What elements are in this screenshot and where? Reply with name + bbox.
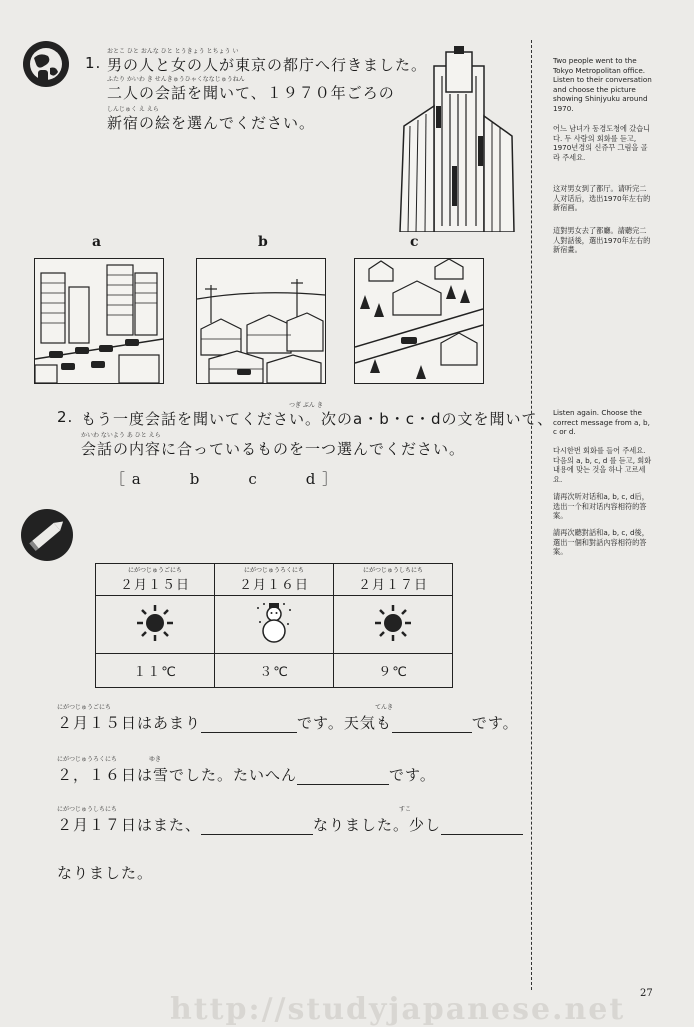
sidebar-q2-korean: 다시한번 회화를 들어 주세요. 다음의 a, b, c, d 를 듣고, 회화내용에 맞는 것을 하나 고르세요. — [553, 446, 652, 484]
tokyo-tower-illustration — [394, 46, 518, 232]
picture-b-town[interactable] — [196, 258, 326, 384]
pencil-writing-icon — [20, 508, 74, 562]
weather-date-cell-3 — [334, 564, 453, 596]
fill-2-blank-1[interactable] — [297, 765, 389, 785]
weather-date-ruby-2: にがつじゅうろくにち — [243, 566, 304, 574]
column-divider — [531, 40, 532, 990]
q2-answer-choices[interactable]: ［ a b c d ］ — [110, 470, 339, 488]
weather-date-2: ２月１６日 — [238, 577, 309, 593]
weather-date-1: ２月１５日 — [119, 577, 190, 593]
weather-icon-cell-3 — [334, 596, 453, 654]
fill-2-text-a: ２，１６日は雪でした。たいへん — [57, 766, 298, 784]
picture-c-suburb[interactable] — [354, 258, 484, 384]
fill-sentence-1 — [57, 704, 519, 733]
weather-date-ruby-3: にがつじゅうしちにち — [362, 566, 423, 574]
weather-temp-2: ３℃ — [215, 654, 334, 688]
weather-icon-cell-1 — [96, 596, 215, 654]
picture-b-label: b — [258, 234, 268, 250]
q2-line1: もう一度会話を聞いてください。次のa・b・c・dの文を聞いて、 — [81, 410, 554, 428]
fill-1-text-a: ２月１５日はあまり — [57, 714, 202, 732]
watermark: http://studyjapanese.net — [170, 992, 626, 1027]
fill-3-blank-2[interactable] — [441, 815, 523, 835]
fill-3-ruby: にがつじゅうしちにち — [57, 806, 118, 813]
picture-a-label: a — [92, 234, 102, 250]
fill-2-ruby2: ゆき — [149, 756, 162, 763]
fill-2-text-b: です。 — [389, 766, 436, 784]
q2-number: 2. — [57, 408, 74, 426]
sidebar-q2-english: Listen again. Choose the correct message from a, b, c or d. — [553, 408, 650, 436]
q2-ruby-line1: つぎ ぶん き — [289, 402, 323, 409]
weather-icon-cell-2 — [215, 596, 334, 654]
sun-icon — [135, 603, 175, 643]
sidebar-q2-chinese-traditional: 請再次聽對話和a, b, c, d後，選出一個和對話內容相符的答案。 — [553, 528, 649, 556]
snowman-icon — [254, 600, 294, 646]
fill-1-text-b: です。天気も — [297, 714, 392, 732]
fill-sentence-3 — [57, 806, 523, 835]
picture-c-label: c — [410, 234, 419, 250]
q1-line2: 二人の会話を聞いて、１９７０年ごろの — [107, 84, 395, 102]
fill-1-ruby: にがつじゅうごにち — [57, 704, 112, 711]
fill-3-text-a: ２月１７日はまた、 — [57, 816, 202, 834]
sidebar-q1-chinese-traditional: 這對男女去了都廳。請聽完二人對話後，選出1970年左右的新宿畫。 — [553, 226, 651, 254]
sidebar-q1-korean: 어느 남녀가 동경도청에 갔습니다. 두 사람의 회화를 듣고, 1970년경의 신쥬꾸 그림을 골라 주세요. — [553, 124, 651, 162]
weather-temp-3: ９℃ — [334, 654, 453, 688]
fill-1-blank-2[interactable] — [392, 713, 472, 733]
fill-2-ruby: にがつじゅうろくにち — [57, 756, 118, 763]
q1-ruby-line3: しんじゅく え えら — [107, 106, 159, 113]
weather-date-cell-2 — [215, 564, 334, 596]
sidebar-q2-chinese-simplified: 请再次听对话和a, b, c, d后，选出一个和对话内容相符的答案。 — [553, 492, 649, 520]
picture-a-city[interactable] — [34, 258, 164, 384]
q2-ruby-line2: かいわ ないよう あ ひと えら — [81, 432, 161, 439]
weather-date-ruby-1: にがつじゅうごにち — [127, 566, 182, 574]
fill-3-text-b: なりました。少し — [313, 816, 442, 834]
page-number: 27 — [640, 988, 653, 999]
fill-sentence-2 — [57, 756, 436, 785]
q1-ruby-line1: おとこ ひと おんな ひと とうきょう とちょう い — [107, 48, 239, 55]
q1-ruby-line2: ふたり かいわ き せんきゅうひゃくななじゅうねん — [107, 76, 245, 83]
q1-number: 1. — [85, 54, 102, 72]
q2-line2: 会話の内容に合っているものを一つ選んでください。 — [81, 440, 466, 458]
weather-table — [95, 563, 453, 688]
fill-1-blank-1[interactable] — [201, 713, 297, 733]
weather-temp-1: １１℃ — [96, 654, 215, 688]
fill-1-text-c: です。 — [471, 714, 519, 732]
q1-line1: 男の人と女の人が東京の都庁へ行きました。 — [107, 56, 428, 74]
globe-listening-icon — [22, 40, 70, 88]
q1-line3: 新宿の絵を選んでください。 — [107, 114, 316, 132]
weather-date-3: ２月１７日 — [357, 577, 428, 593]
fill-sentence-4: なりました。 — [57, 864, 154, 882]
sun-icon — [373, 603, 413, 643]
weather-date-cell-1 — [96, 564, 215, 596]
sidebar-q1-chinese-simplified: 这对男女到了都厅。请听完二人对话后，选出1970年左右的新宿画。 — [553, 184, 651, 212]
fill-1-ruby2: てんき — [375, 704, 394, 711]
fill-3-ruby2: すこ — [399, 806, 412, 813]
sidebar-q1-english: Two people went to the Tokyo Metropolitan office. Listen to their conversation and choose the picture showing Shinjyuku around 1970. — [553, 56, 652, 113]
fill-3-blank-1[interactable] — [201, 815, 313, 835]
